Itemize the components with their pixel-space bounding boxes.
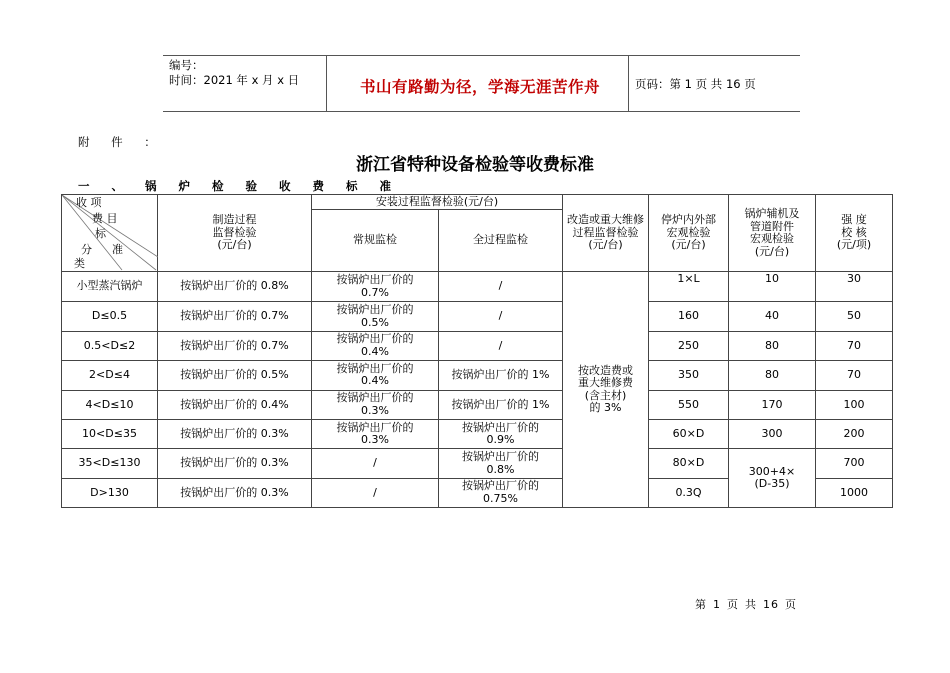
section-heading: 一 、 锅 炉 检 验 收 费 标 准	[78, 179, 401, 193]
shutdown-cell: 60×D	[649, 419, 729, 448]
col-header-manufacture: 制造过程 监督检验 (元/台)	[158, 195, 312, 272]
shutdown-cell: 250	[649, 331, 729, 360]
motto: 书山有路勤为径，学海无涯苦作舟	[359, 78, 600, 96]
table-row	[62, 331, 893, 360]
strength-cell: 30	[816, 272, 893, 302]
corner-category: 分 准	[81, 243, 123, 256]
install-full-cell: /	[439, 272, 563, 302]
auxiliary-merged-cell: 300+4× (D-35)	[729, 449, 816, 508]
shutdown-cell: 0.3Q	[649, 478, 729, 507]
page-footer	[692, 596, 800, 612]
document-header	[163, 55, 800, 112]
install-regular-cell: /	[312, 478, 439, 507]
install-regular-cell: 按锅炉出厂价的 0.3%	[312, 419, 439, 448]
shutdown-cell: 80×D	[649, 449, 729, 478]
header-divider	[628, 56, 629, 111]
footer-total-pages: 16	[763, 598, 779, 611]
auxiliary-cell: 40	[729, 302, 816, 331]
footer-gong: 共	[745, 598, 757, 611]
col-header-auxiliary: 锅炉辅机及 管道附件 宏观检验 (元/台)	[729, 195, 816, 272]
corner-category-last: 类	[74, 257, 85, 270]
col-header-shutdown: 停炉内外部 宏观检验 (元/台)	[649, 195, 729, 272]
manufacture-cell: 按锅炉出厂价的 0.8%	[158, 272, 312, 302]
strength-cell: 70	[816, 331, 893, 360]
header-meta	[169, 58, 299, 88]
manufacture-cell: 按锅炉出厂价的 0.3%	[158, 478, 312, 507]
category-cell: 35<D≤130	[62, 449, 158, 478]
category-cell: D>130	[62, 478, 158, 507]
footer-ye: 页	[727, 598, 739, 611]
install-full-cell: 按锅炉出厂价的 1%	[439, 390, 563, 419]
strength-cell: 1000	[816, 478, 893, 507]
strength-cell: 50	[816, 302, 893, 331]
footer-ye2: 页	[785, 598, 797, 611]
table-row	[62, 390, 893, 419]
fee-table	[61, 194, 893, 508]
strength-cell: 200	[816, 419, 893, 448]
auxiliary-cell: 10	[729, 272, 816, 302]
install-full-cell: /	[439, 302, 563, 331]
install-regular-cell: 按锅炉出厂价的 0.7%	[312, 272, 439, 302]
install-full-cell: 按锅炉出厂价的 0.75%	[439, 478, 563, 507]
col-header-install-regular: 常规监检	[312, 210, 439, 272]
col-header-install: 安装过程监督检验(元/台)	[312, 195, 563, 210]
page-info: 页码：第 1 页 共 16 页	[635, 77, 756, 91]
strength-cell: 100	[816, 390, 893, 419]
col-header-strength: 强 度 校 核 (元/项)	[816, 195, 893, 272]
table-row	[62, 272, 893, 302]
strength-cell: 70	[816, 361, 893, 390]
shutdown-cell: 550	[649, 390, 729, 419]
footer-di: 第	[695, 598, 707, 611]
corner-charge-item: 收 项	[76, 196, 102, 209]
install-regular-cell: /	[312, 449, 439, 478]
install-full-cell: /	[439, 331, 563, 360]
install-regular-cell: 按锅炉出厂价的 0.4%	[312, 361, 439, 390]
auxiliary-cell: 80	[729, 331, 816, 360]
shutdown-cell: 160	[649, 302, 729, 331]
strength-cell: 700	[816, 449, 893, 478]
table-row	[62, 302, 893, 331]
manufacture-cell: 按锅炉出厂价的 0.5%	[158, 361, 312, 390]
category-cell: 小型蒸汽锅炉	[62, 272, 158, 302]
manufacture-cell: 按锅炉出厂价的 0.4%	[158, 390, 312, 419]
manufacture-cell: 按锅炉出厂价的 0.7%	[158, 302, 312, 331]
category-cell: 2<D≤4	[62, 361, 158, 390]
corner-header-cell	[62, 195, 158, 272]
category-cell: 4<D≤10	[62, 390, 158, 419]
install-full-cell: 按锅炉出厂价的 1%	[439, 361, 563, 390]
install-full-cell: 按锅炉出厂价的 0.8%	[439, 449, 563, 478]
install-regular-cell: 按锅炉出厂价的 0.4%	[312, 331, 439, 360]
number-label: 编号：	[169, 58, 204, 72]
table-row	[62, 419, 893, 448]
auxiliary-cell: 170	[729, 390, 816, 419]
install-regular-cell: 按锅炉出厂价的 0.5%	[312, 302, 439, 331]
time-label: 时间：2021 年 x 月 x 日	[169, 73, 300, 87]
corner-standard: 标	[95, 227, 106, 240]
corner-fee: 费 目	[92, 212, 118, 225]
header-divider	[326, 56, 327, 111]
manufacture-cell: 按锅炉出厂价的 0.3%	[158, 419, 312, 448]
auxiliary-cell: 80	[729, 361, 816, 390]
manufacture-cell: 按锅炉出厂价的 0.3%	[158, 449, 312, 478]
shutdown-cell: 350	[649, 361, 729, 390]
shutdown-cell: 1×L	[649, 272, 729, 302]
category-cell: D≤0.5	[62, 302, 158, 331]
category-cell: 0.5<D≤2	[62, 331, 158, 360]
table-row	[62, 361, 893, 390]
category-cell: 10<D≤35	[62, 419, 158, 448]
page-title: 浙江省特种设备检验等收费标准	[356, 155, 594, 175]
attachment-label: 附 件 ：	[78, 135, 165, 149]
auxiliary-cell: 300	[729, 419, 816, 448]
install-full-cell: 按锅炉出厂价的 0.9%	[439, 419, 563, 448]
install-regular-cell: 按锅炉出厂价的 0.3%	[312, 390, 439, 419]
renovation-cell: 按改造费或 重大维修费 (含主材) 的 3%	[563, 272, 649, 508]
footer-page-number: 1	[713, 598, 721, 611]
table-row	[62, 449, 893, 478]
col-header-renovation: 改造或重大维修 过程监督检验 (元/台)	[563, 195, 649, 272]
col-header-install-full: 全过程监检	[439, 210, 563, 272]
manufacture-cell: 按锅炉出厂价的 0.7%	[158, 331, 312, 360]
